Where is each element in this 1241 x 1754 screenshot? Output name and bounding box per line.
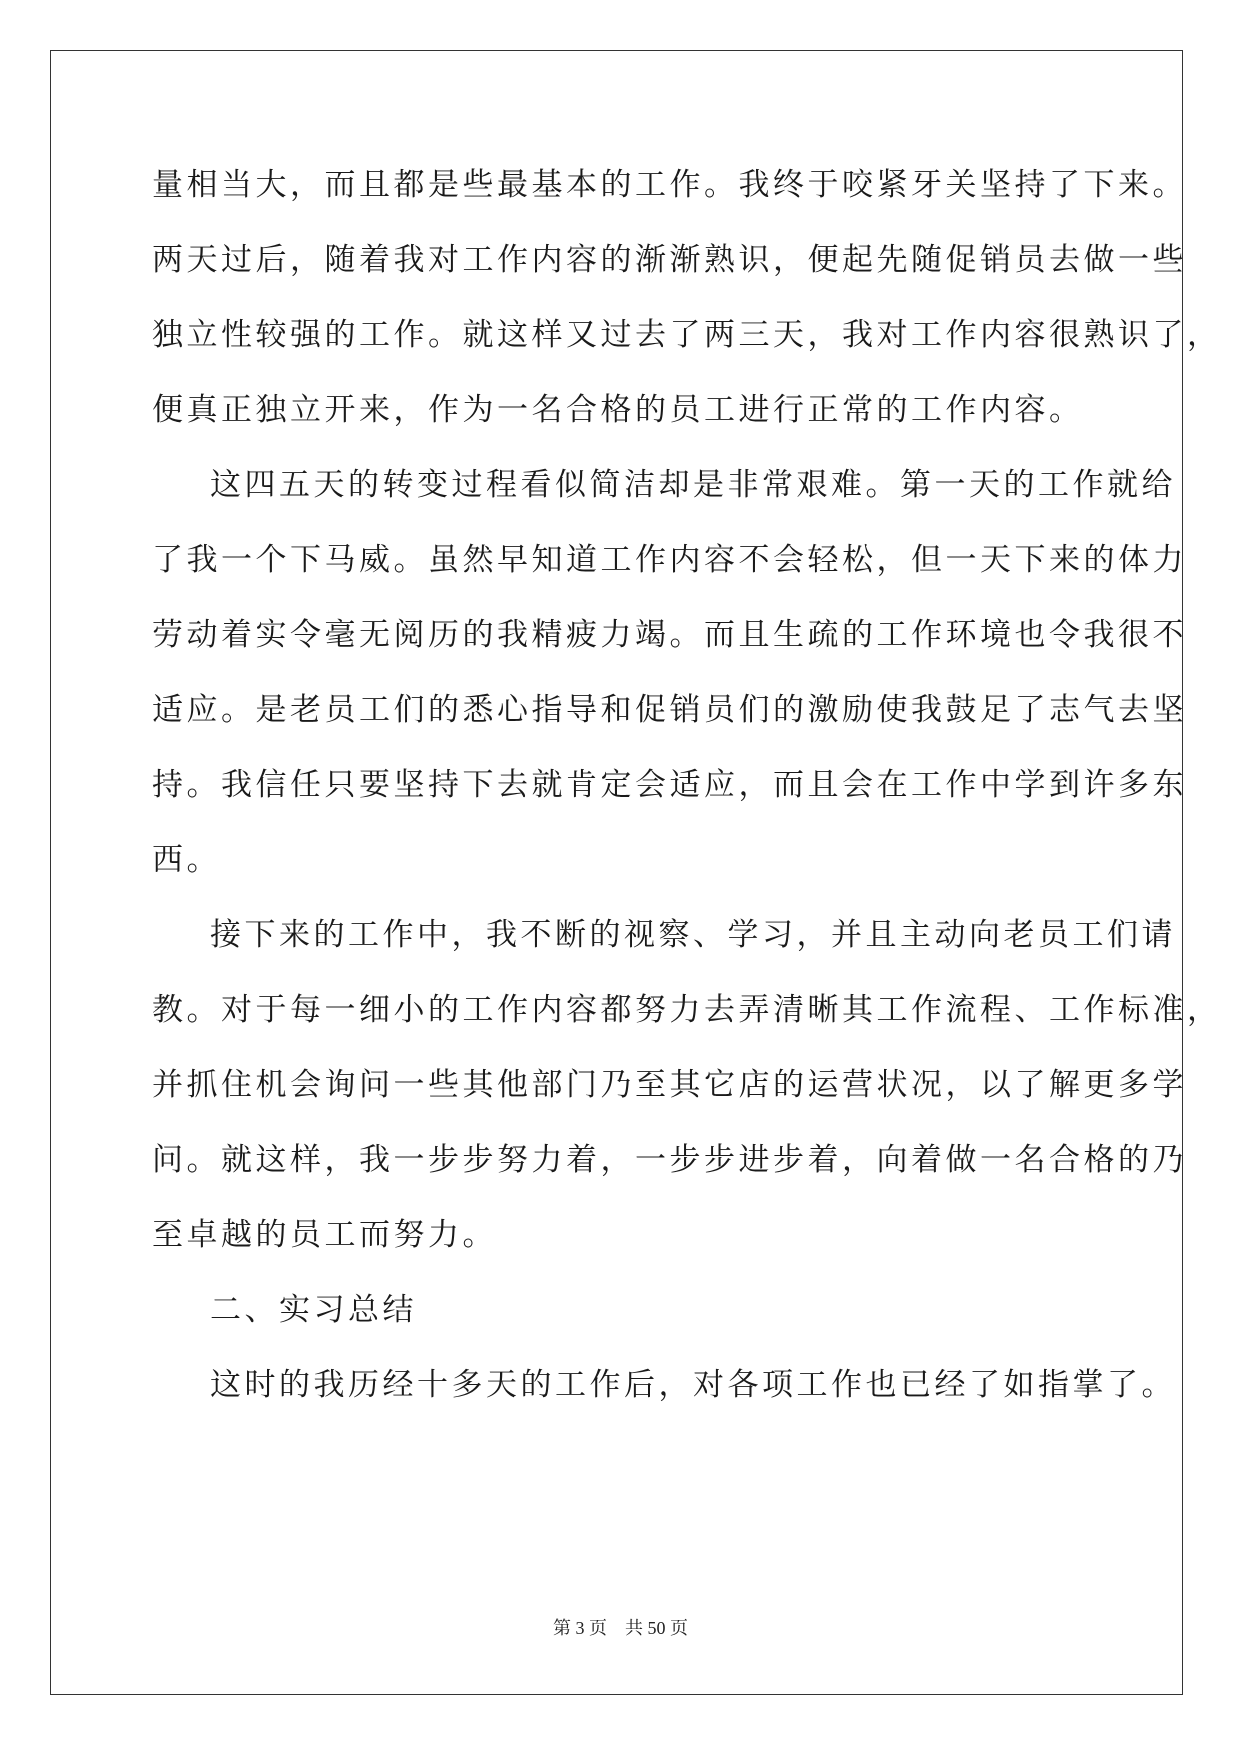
text-line: 教。对于每一细小的工作内容都努力去弄清晰其工作流程、工作标准，	[152, 992, 1222, 1028]
text-line: 两天过后，随着我对工作内容的渐渐熟识，便起先随促销员去做一些	[152, 242, 1187, 278]
section-heading: 二、实习总结	[210, 1292, 417, 1328]
text-line: 劳动着实令毫无阅历的我精疲力竭。而且生疏的工作环境也令我很不	[152, 617, 1187, 653]
text-line: 独立性较强的工作。就这样又过去了两三天，我对工作内容很熟识了，	[152, 317, 1222, 353]
page-footer: 第 3 页 共 50 页	[553, 1618, 688, 1638]
text-line: 量相当大，而且都是些最基本的工作。我终于咬紧牙关坚持了下来。	[152, 167, 1187, 203]
text-line: 便真正独立开来，作为一名合格的员工进行正常的工作内容。	[152, 392, 1084, 428]
text-line: 适应。是老员工们的悉心指导和促销员们的激励使我鼓足了志气去坚	[152, 692, 1187, 728]
text-line: 问。就这样，我一步步努力着，一步步进步着，向着做一名合格的乃	[152, 1142, 1187, 1178]
paragraph-first-line: 接下来的工作中，我不断的视察、学习，并且主动向老员工们请	[210, 917, 1176, 953]
text-line: 持。我信任只要坚持下去就肯定会适应，而且会在工作中学到许多东	[152, 767, 1187, 803]
text-line: 并抓住机会询问一些其他部门乃至其它店的运营状况，以了解更多学	[152, 1067, 1187, 1103]
text-line: 西。	[152, 842, 221, 878]
paragraph-first-line: 这四五天的转变过程看似简洁却是非常艰难。第一天的工作就给	[210, 467, 1176, 503]
text-line: 至卓越的员工而努力。	[152, 1217, 497, 1253]
text-line: 了我一个下马威。虽然早知道工作内容不会轻松，但一天下来的体力	[152, 542, 1187, 578]
paragraph-first-line: 这时的我历经十多天的工作后，对各项工作也已经了如指掌了。	[210, 1367, 1176, 1403]
